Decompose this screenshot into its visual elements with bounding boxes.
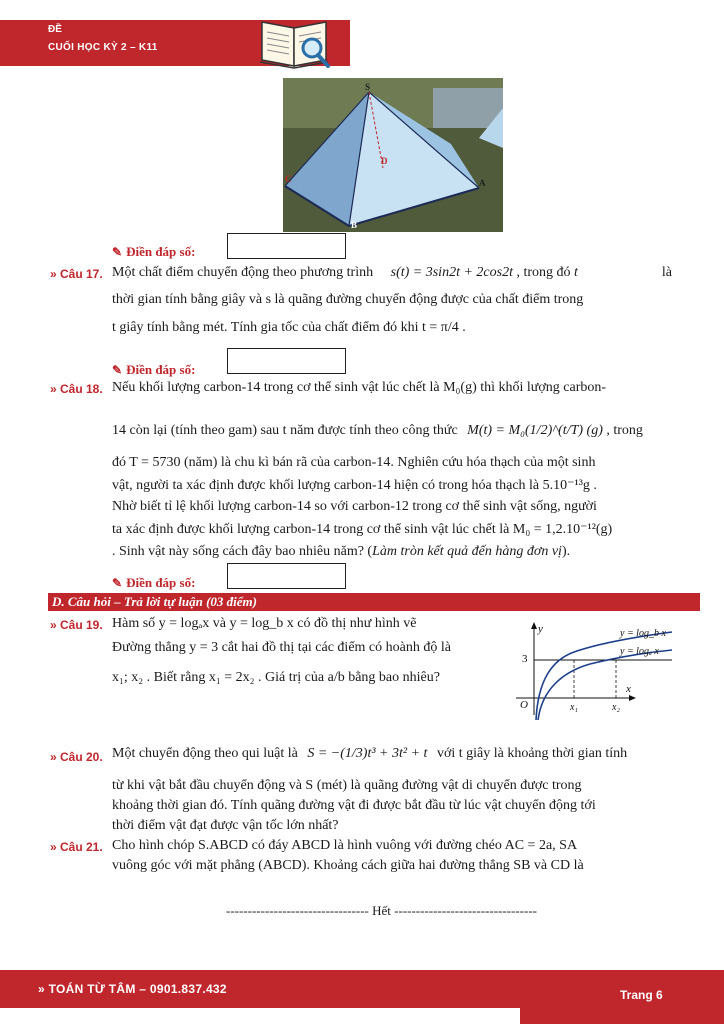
graph-y-axis: y <box>538 623 543 635</box>
footer-right-banner <box>520 970 724 1024</box>
q21-line2: vuông góc với mặt phẳng (ABCD). Khoảng cách giữa hai đường thẳng SB và CD là <box>112 858 584 873</box>
q21-label: » Câu 21. <box>50 840 103 854</box>
q19-label: » Câu 19. <box>50 618 103 632</box>
graph-three: 3 <box>522 653 528 665</box>
header-line2: CUỐI HỌC KỲ 2 – K11 <box>48 42 158 53</box>
q21-line1: Cho hình chóp S.ABCD có đáy ABCD là hình vuông với đường chéo AC = 2a, SA <box>112 838 578 853</box>
q17-line3: t giây tính bằng mét. Tính gia tốc của chất điểm đó khi t = π/4 . <box>112 320 466 335</box>
answer-box-1[interactable] <box>227 233 346 259</box>
answer-box-3[interactable] <box>227 563 346 589</box>
label-B: B <box>351 220 358 230</box>
q18-line4: vật, người ta xác định được khối lượng carbon-14 hiện có trong hóa thạch là 5.10⁻¹³g . <box>112 478 597 493</box>
q18-line3: đó T = 5730 (năm) là chu kì bán rã của carbon-14. Nghiên cứu hóa thạch của một sinh <box>112 455 596 470</box>
graph-label-b: y = log_b x <box>620 628 666 639</box>
header-line1: ĐỀ <box>48 24 62 35</box>
graph-x2: x₂ <box>612 702 620 713</box>
graph-x-axis: x <box>626 683 631 695</box>
q18-line7: . Sinh vật này sống cách đây bao nhiêu năm? (Làm tròn kết quả đến hàng đơn vị). <box>112 544 571 559</box>
q17-line2: thời gian tính bằng giây và s là quãng đường chuyển động được của chất điểm trong <box>112 292 584 307</box>
graph-label-a: y = logₐ x <box>620 646 659 657</box>
label-D: D <box>381 156 388 166</box>
q19-line2: Đường thẳng y = 3 cắt hai đồ thị tại các điểm có hoành độ là <box>112 640 451 655</box>
book-magnifier-icon <box>258 8 334 74</box>
section-d-title: D. Câu hỏi – Trả lời tự luận (03 điểm) <box>48 593 700 611</box>
pencil-icon: ✎ <box>112 245 123 259</box>
graph-x1: x₁ <box>570 702 578 713</box>
answer-box-2[interactable] <box>227 348 346 374</box>
q18-line5: Nhờ biết tỉ lệ khối lượng carbon-14 so với carbon-12 trong cơ thể sinh vật sống, người <box>112 499 597 514</box>
answer-prompt-3: ✎ Điền đáp số: <box>112 575 196 590</box>
q20-line1: Một chuyển động theo qui luật là S = −(1/3)t³ + 3t² + t với t giây là khoảng thời gian tính <box>112 746 628 761</box>
footer-contact: » TOÁN TỪ TÂM – 0901.837.432 <box>38 982 227 996</box>
log-graph <box>512 620 684 720</box>
end-marker: --------------------------------- Hết --------------------------------- <box>226 903 537 918</box>
pencil-icon: ✎ <box>112 576 123 590</box>
page-number: Trang 6 <box>620 988 663 1002</box>
q19-line3: x₁; x₂ . Biết rằng x₁ = 2x₂ . Giá trị của a/b bằng bao nhiêu? <box>112 670 440 685</box>
q18-line2: 14 còn lại (tính theo gam) sau t năm được tính theo công thức M(t) = M₀(1/2)^(t/T) (g) , trong <box>112 423 643 438</box>
glass-pyramid-figure <box>283 78 503 232</box>
q20-line2: từ khi vật bắt đầu chuyển động và S (mét) là quãng đường vật di chuyển được trong <box>112 778 582 793</box>
q18-line1: Nếu khối lượng carbon-14 trong cơ thể sinh vật lúc chết là M₀(g) thì khối lượng carbon- <box>112 380 607 395</box>
graph-origin: O <box>520 699 528 711</box>
q18-label: » Câu 18. <box>50 382 103 396</box>
q20-line4: thời điểm vật đạt được vận tốc lớn nhất? <box>112 818 339 833</box>
footer-left-banner <box>0 970 520 1008</box>
q19-line1: Hàm số y = logₐx và y = log_b x có đồ thị như hình vẽ <box>112 616 417 631</box>
answer-prompt-2: ✎ Điền đáp số: <box>112 362 196 377</box>
label-A: A <box>479 178 486 188</box>
answer-prompt-1: ✎ Điền đáp số: <box>112 244 196 259</box>
pencil-icon: ✎ <box>112 363 123 377</box>
q17-label: » Câu 17. <box>50 267 103 281</box>
label-C: C <box>285 174 292 184</box>
q20-label: » Câu 20. <box>50 750 103 764</box>
label-S: S <box>365 82 371 92</box>
q20-line3: khoảng thời gian đó. Tính quãng đường vật đi được bắt đầu từ lúc vật chuyển động tới <box>112 798 596 813</box>
q17-line1: Một chất điểm chuyển động theo phương trình s(t) = 3sin2t + 2cos2t , trong đó t là <box>112 265 672 280</box>
q18-line6: ta xác định được khối lượng carbon-14 trong cơ thể sinh vật lúc chết là M₀ = 1,2.10⁻¹²(g) <box>112 522 613 537</box>
